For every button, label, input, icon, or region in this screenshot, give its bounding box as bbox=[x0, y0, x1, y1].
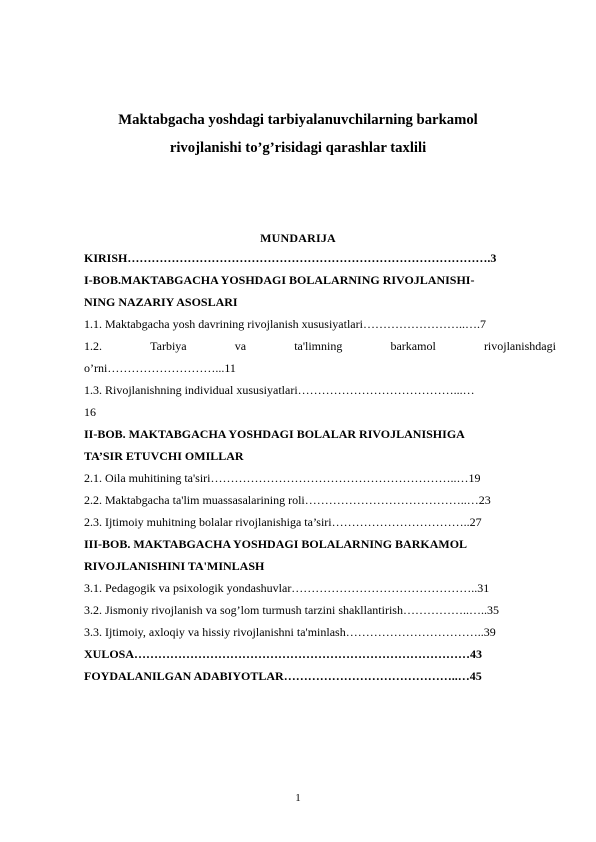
toc-section-2-1: 2.1. Oila muhitining ta'siri……………………………………………………..…19 bbox=[84, 471, 481, 485]
toc-chapter-2-title-b: TA’SIR ETUVCHI OMILLAR bbox=[84, 449, 244, 463]
title-line-2: rivojlanishi to’g’risidagi qarashlar taxlili bbox=[169, 140, 427, 156]
toc-section-1-1: 1.1. Maktabgacha yosh davrining rivojlanish xususiyatlari……………………..….7 bbox=[84, 317, 486, 331]
toc-section-1-2-word: Tarbiya bbox=[150, 339, 187, 353]
page-number: 1 bbox=[295, 792, 301, 804]
toc-section-1-3-continuation: 16 bbox=[84, 405, 96, 419]
title-line-1: Maktabgacha yoshdagi tarbiyalanuvchilarning barkamol bbox=[118, 112, 478, 128]
toc-heading: MUNDARIJA bbox=[260, 231, 336, 245]
toc-chapter-3-title-a: III-BOB. MAKTABGACHA YOSHDAGI BOLALARNING BARKAMOL bbox=[84, 537, 468, 551]
toc-section-3-2: 3.2. Jismoniy rivojlanish va sog’lom turmush tarzini shakllantirish……………..…..35 bbox=[84, 603, 499, 617]
toc-section-2-2: 2.2. Maktabgacha ta'lim muassasalarining roli…………………………………..…23 bbox=[84, 493, 491, 507]
toc-section-1-2 bbox=[84, 338, 556, 354]
document-title bbox=[0, 108, 596, 160]
toc-kirish: KIRISH……………………………………………………………………………….3 bbox=[84, 251, 497, 265]
toc-chapter-3-title-b: RIVOJLANISHINI TA'MINLASH bbox=[84, 559, 265, 573]
toc-section-1-3: 1.3. Rivojlanishning individual xususiyatlari…………………………………...… bbox=[84, 383, 475, 397]
toc-xulosa: XULOSA…………………………………………………………………………43 bbox=[84, 647, 483, 661]
toc-section-1-2-word: 1.2. bbox=[84, 339, 102, 353]
toc-chapter-1-title-b: NING NAZARIY ASOSLARI bbox=[84, 295, 238, 309]
toc-section-1-2-word: ta'limning bbox=[294, 339, 343, 353]
toc-chapter-1-title-a: I-BOB.MAKTABGACHA YOSHDAGI BOLALARNING RIVOJLANISHI- bbox=[84, 273, 475, 287]
toc-section-1-2-word: va bbox=[234, 339, 247, 353]
toc-section-1-2-word: barkamol bbox=[390, 339, 436, 353]
toc-section-2-3: 2.3. Ijtimoiy muhitning bolalar rivojlanishiga ta’siri……………………………..27 bbox=[84, 515, 482, 529]
toc-section-3-3: 3.3. Ijtimoiy, axloqiy va hissiy rivojlanishni ta'minlash……………………………..39 bbox=[84, 625, 496, 639]
toc-section-1-2-continuation: o’rni………………………...11 bbox=[84, 361, 236, 375]
toc-adabiyotlar: FOYDALANILGAN ADABIYOTLAR……………………………………..…45 bbox=[84, 669, 482, 683]
toc-section-3-1: 3.1. Pedagogik va psixologik yondashuvlar………………………………………..31 bbox=[84, 581, 490, 595]
toc-section-1-2-word: rivojlanishdagi bbox=[483, 339, 556, 353]
toc-chapter-2-title-a: II-BOB. MAKTABGACHA YOSHDAGI BOLALAR RIVOJLANISHIGA bbox=[84, 427, 465, 441]
